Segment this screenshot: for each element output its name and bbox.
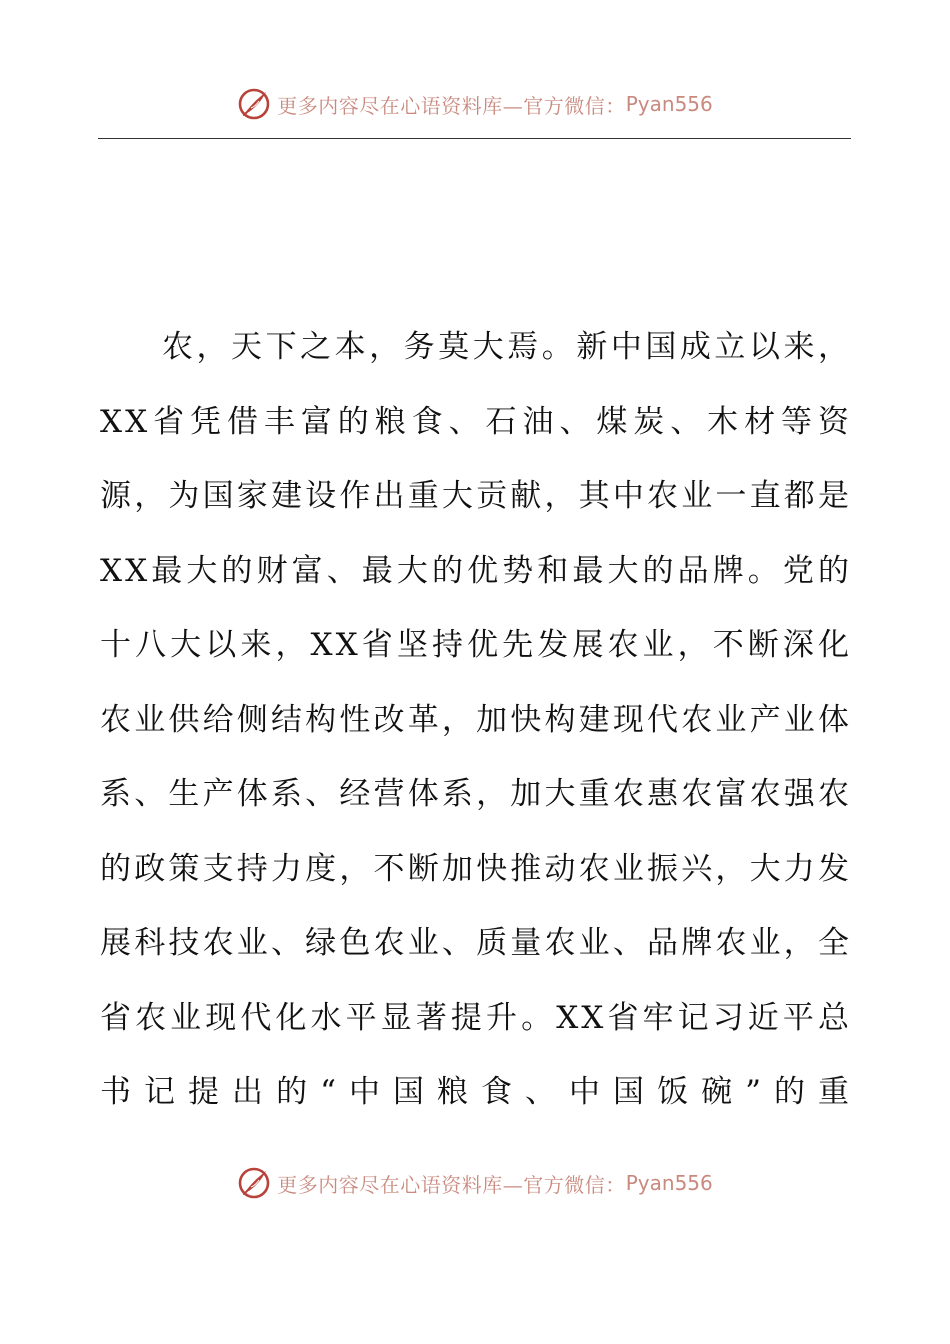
quill-pen-logo-icon — [237, 87, 271, 121]
footer-wechat-id: Pyan556 — [625, 1171, 713, 1195]
header-divider — [98, 138, 851, 139]
body-paragraph: 农，天下之本，务莫大焉。新中国成立以来，XX省凭借丰富的粮食、石油、煤炭、木材等资源，为国家建设作出重大贡献，其中农业一直都是XX最大的财富、最大的优势和最大的品牌。党的十八大以来，XX省坚持优先发展农业，不断深化农业供给侧结构性改革，加快构建现代农业产业体系、生产体系、经营体系，加大重农惠农富农强农的政策支持力度，不断加快推动农业振兴，大力发展科技农业、绿色农业、质量农业、品牌农业，全省农业现代化水平显著提升。XX省牢记习近平总书记提出的“中国粮食、中国饭碗”的重 — [100, 329, 852, 1110]
header-banner — [0, 84, 950, 124]
footer-banner-text: 更多内容尽在心语资料库—官方微信： — [277, 1172, 626, 1197]
header-wechat-id: Pyan556 — [625, 92, 713, 116]
footer-banner — [0, 1163, 950, 1203]
header-banner-text: 更多内容尽在心语资料库—官方微信： — [277, 93, 626, 118]
document-body — [100, 310, 852, 1130]
quill-pen-logo-icon — [237, 1166, 271, 1200]
